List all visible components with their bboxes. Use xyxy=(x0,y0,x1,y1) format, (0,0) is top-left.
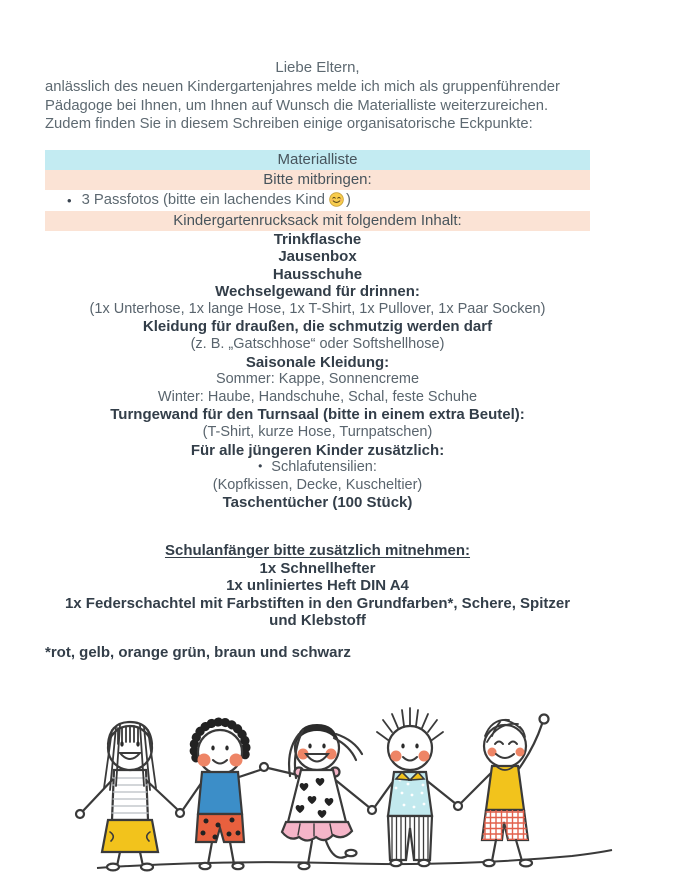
school-section-header: Schulanfänger bitte zusätzlich mitnehmen: xyxy=(164,542,471,559)
passfotos-text-suffix: ) xyxy=(346,192,351,208)
child-boy-spiky-hair xyxy=(368,708,456,866)
school-line: 1x Schnellhefter xyxy=(259,559,376,577)
child-girl-with-pigtails xyxy=(260,724,370,869)
list-line: (Kopfkissen, Decke, Kuscheltier) xyxy=(212,476,423,493)
list-line: Kleidung für draußen, die schmutzig werden darf xyxy=(142,318,493,336)
intro-line: anlässlich des neuen Kindergartenjahres melde ich mich als gruppenführender xyxy=(45,79,560,95)
children-holding-hands-illustration xyxy=(52,700,622,872)
child-girl-with-bangs xyxy=(76,722,178,870)
letter-content xyxy=(45,58,590,662)
list-line: Hausschuhe xyxy=(272,265,363,283)
school-line: und Klebstoff xyxy=(269,612,366,630)
salutation: Liebe Eltern, xyxy=(275,59,360,76)
spacer xyxy=(45,134,590,150)
bullet-icon: • xyxy=(67,192,72,208)
list-line: Jausenbox xyxy=(278,248,357,266)
bring-header-bar: Bitte mitbringen: xyxy=(45,170,590,190)
list-line xyxy=(45,459,590,477)
list-line: Sommer: Kappe, Sonnencreme xyxy=(215,371,420,388)
list-line: Winter: Haube, Handschuhe, Schal, feste Schuhe xyxy=(157,388,478,405)
list-line: (1x Unterhose, 1x lange Hose, 1x T-Shirt, 1x Pullover, 1x Paar Socken) xyxy=(89,300,546,317)
list-line: (z. B. „Gatschhose“ oder Softshellhose) xyxy=(190,336,445,353)
list-line: Taschentücher (100 Stück) xyxy=(222,494,413,512)
passfotos-item xyxy=(45,190,590,211)
list-line-text: Schlafutensilien: xyxy=(271,459,377,476)
intro-line: Zudem finden Sie in diesem Schreiben einige organisatorische Eckpunkte: xyxy=(45,116,533,132)
passfotos-text: 3 Passfotos (bitte ein lachendes Kind xyxy=(81,192,326,208)
child-waving xyxy=(454,715,549,867)
spacer xyxy=(45,630,590,644)
school-line: 1x unliniertes Heft DIN A4 xyxy=(226,577,409,595)
list-line: Wechselgewand für drinnen: xyxy=(215,283,420,301)
smiling-face-emoji xyxy=(329,192,344,211)
bullet-icon: • xyxy=(258,459,263,474)
list-line: Turngewand für den Turnsaal (bitte in einem extra Beutel): xyxy=(110,406,525,424)
color-footnote: *rot, gelb, orange grün, braun und schwarz xyxy=(45,643,351,661)
backpack-header-bar: Kindergartenrucksack mit folgendem Inhalt: xyxy=(45,211,590,231)
list-line: Für alle jüngeren Kinder zusätzlich: xyxy=(190,441,445,459)
list-line: (T-Shirt, kurze Hose, Turnpatschen) xyxy=(202,424,433,441)
list-line: Saisonale Kleidung: xyxy=(245,353,390,371)
list-line: Trinkflasche xyxy=(273,230,362,248)
materialliste-header-bar: Materialliste xyxy=(45,150,590,170)
spacer xyxy=(45,512,590,542)
child-boy-curly-hair xyxy=(176,722,260,869)
intro-line: Pädagoge bei Ihnen, um Ihnen auf Wunsch die Materialliste weiterzureichen. xyxy=(45,97,549,114)
school-line: 1x Federschachtel mit Farbstiften in den Grundfarben*, Schere, Spitzer xyxy=(64,594,571,612)
